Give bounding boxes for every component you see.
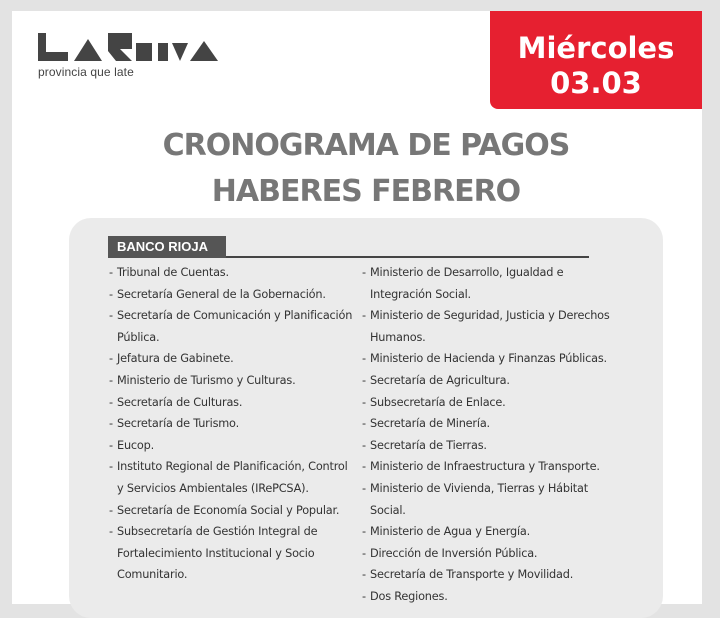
date-number: 03.03	[550, 66, 642, 100]
list-item: - Dirección de Inversión Pública.	[362, 543, 624, 565]
la-rioja-logo-mark	[38, 33, 218, 65]
list-item: - Secretaría de Transporte y Movilidad.	[362, 564, 624, 586]
list-item: - Dos Regiones.	[362, 586, 624, 608]
list-item: - Secretaría General de la Gobernación.	[109, 284, 354, 306]
list-item: - Ministerio de Agua y Energía.	[362, 521, 624, 543]
list-item: - Subsecretaría de Gestión Integral de Fortalecimiento Institucional y Socio Comunitario.	[109, 521, 354, 586]
list-item: - Instituto Regional de Planificación, Control y Servicios Ambientales (IRePCSA).	[109, 456, 354, 499]
date-badge	[490, 11, 702, 109]
title-line-2: HABERES FEBRERO	[211, 174, 521, 209]
section-label: BANCO RIOJA	[108, 236, 226, 258]
list-item: - Ministerio de Hacienda y Finanzas Públicas.	[362, 348, 624, 370]
list-item: - Secretaría de Agricultura.	[362, 370, 624, 392]
list-item: - Eucop.	[109, 435, 354, 457]
list-item: - Tribunal de Cuentas.	[109, 262, 354, 284]
list-item: - Secretaría de Tierras.	[362, 435, 624, 457]
list-item: - Secretaría de Economía Social y Popular.	[109, 500, 354, 522]
right-column-list	[362, 262, 624, 608]
list-item: - Subsecretaría de Enlace.	[362, 392, 624, 414]
list-item: - Jefatura de Gabinete.	[109, 348, 354, 370]
logo-tagline: provincia que late	[38, 65, 134, 79]
list-item: - Secretaría de Turismo.	[109, 413, 354, 435]
list-item: - Ministerio de Seguridad, Justicia y Derechos Humanos.	[362, 305, 624, 348]
la-rioja-logo	[38, 33, 218, 83]
list-item: - Ministerio de Vivienda, Tierras y Hábitat Social.	[362, 478, 624, 521]
list-item: - Ministerio de Infraestructura y Transporte.	[362, 456, 624, 478]
title-line-1: CRONOGRAMA DE PAGOS	[162, 128, 570, 163]
list-item: - Ministerio de Desarrollo, Igualdad e Integración Social.	[362, 262, 624, 305]
date-day: Miércoles	[517, 31, 675, 65]
list-item: - Secretaría de Minería.	[362, 413, 624, 435]
left-column-list	[109, 262, 354, 586]
list-item: - Ministerio de Turismo y Culturas.	[109, 370, 354, 392]
list-item: - Secretaría de Culturas.	[109, 392, 354, 414]
list-item: - Secretaría de Comunicación y Planificación Pública.	[109, 305, 354, 348]
